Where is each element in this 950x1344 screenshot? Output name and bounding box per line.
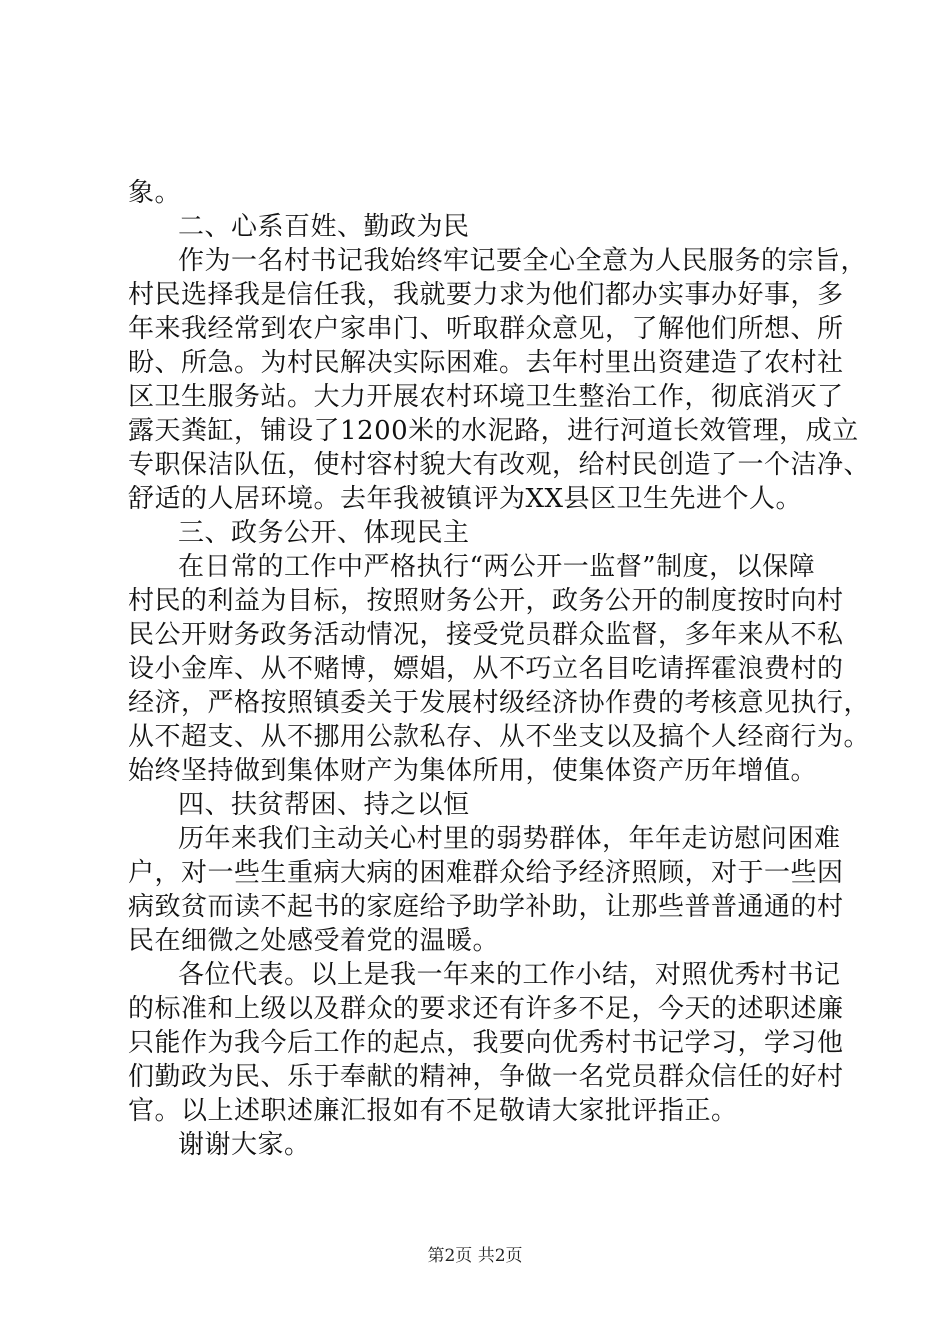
paragraph-line: 各位代表。以上是我一年来的工作小结，对照优秀村书记 xyxy=(178,960,841,990)
paragraph-line: 设小金库、从不赌博，嫖娼，从不巧立名目吃请挥霍浪费村的 xyxy=(128,654,844,684)
paragraph-line: 露天粪缸，铺设了1200米的水泥路，进行河道长效管理，成立 xyxy=(128,416,859,446)
page-footer: 第2页 共2页 xyxy=(427,1246,523,1266)
section-heading-4: 四、扶贫帮困、持之以恒 xyxy=(178,790,470,820)
paragraph-line: 户，对一些生重病大病的困难群众给予经济照顾，对于一些因 xyxy=(128,858,844,888)
paragraph-line: 病致贫而读不起书的家庭给予助学补助，让那些普普通通的村 xyxy=(128,892,844,922)
paragraph-line: 年来我经常到农户家串门、听取群众意见，了解他们所想、所 xyxy=(128,314,844,344)
paragraph-line: 们勤政为民、乐于奉献的精神，争做一名党员群众信任的好村 xyxy=(128,1062,844,1092)
paragraph-line: 官。以上述职述廉汇报如有不足敬请大家批评指正。 xyxy=(128,1096,738,1126)
paragraph-line: 盼、所急。为村民解决实际困难。去年村里出资建造了农村社 xyxy=(128,348,844,378)
paragraph-line: 村民选择我是信任我，我就要力求为他们都办实事办好事，多 xyxy=(128,280,844,310)
paragraph-line: 作为一名村书记我始终牢记要全心全意为人民服务的宗旨， xyxy=(178,246,868,276)
section-heading-2: 二、心系百姓、勤政为民 xyxy=(178,212,470,242)
section-heading-3: 三、政务公开、体现民主 xyxy=(178,518,470,548)
paragraph-line: 始终坚持做到集体财产为集体所用，使集体资产历年增值。 xyxy=(128,756,818,786)
paragraph-line: 从不超支、从不挪用公款私存、从不坐支以及搞个人经商行为。 xyxy=(128,722,871,752)
closing-line: 谢谢大家。 xyxy=(178,1130,311,1160)
paragraph-line: 专职保洁队伍，使村容村貌大有改观，给村民创造了一个洁净、 xyxy=(128,450,871,480)
paragraph-line: 村民的利益为目标，按照财务公开，政务公开的制度按时向村 xyxy=(128,586,844,616)
paragraph-line: 经济，严格按照镇委关于发展村级经济协作费的考核意见执行， xyxy=(128,688,871,718)
paragraph-line: 舒适的人居环境。去年我被镇评为XX县区卫生先进个人。 xyxy=(128,484,803,514)
paragraph-line: 历年来我们主动关心村里的弱势群体，年年走访慰问困难 xyxy=(178,824,841,854)
paragraph-continuation: 象。 xyxy=(128,178,182,208)
paragraph-line: 民在细微之处感受着党的温暖。 xyxy=(128,926,500,956)
paragraph-line: 的标准和上级以及群众的要求还有许多不足，今天的述职述廉 xyxy=(128,994,844,1024)
paragraph-line: 只能作为我今后工作的起点，我要向优秀村书记学习，学习他 xyxy=(128,1028,844,1058)
paragraph-line: 民公开财务政务活动情况，接受党员群众监督，多年来从不私 xyxy=(128,620,844,650)
paragraph-line: 在日常的工作中严格执行“两公开一监督”制度，以保障 xyxy=(178,552,816,582)
paragraph-line: 区卫生服务站。大力开展农村环境卫生整治工作，彻底消灭了 xyxy=(128,382,844,412)
